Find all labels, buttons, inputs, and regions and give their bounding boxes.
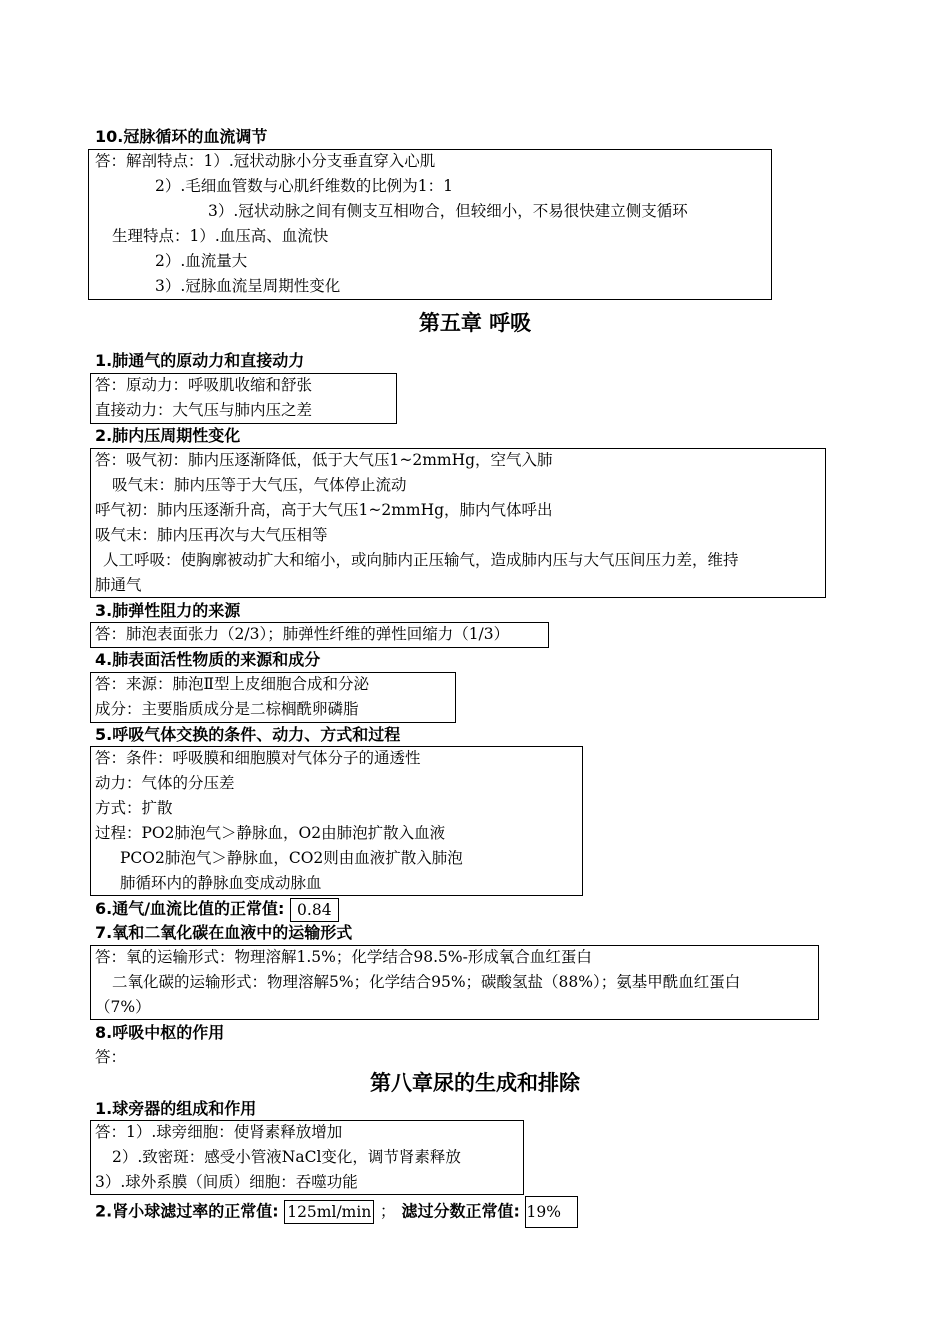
question-heading: 7.氧和二氧化碳在血液中的运输形式 [95, 923, 353, 942]
answer-line: 过程：PO2肺泡气＞静脉血，O2由肺泡扩散入血液 [95, 824, 446, 842]
answer-line: 成分：主要脂质成分是二棕榈酰卵磷脂 [95, 700, 359, 718]
answer-line: 吸气末：肺内压等于大气压，气体停止流动 [112, 476, 407, 494]
answer-line: 答：1）.球旁细胞：使肾素释放增加 [95, 1123, 343, 1141]
answer-line: 答：解剖特点：1）.冠状动脉小分支垂直穿入心肌 [95, 152, 436, 170]
question-heading: 8.呼吸中枢的作用 [95, 1023, 225, 1042]
answer-line: 答：原动力：呼吸肌收缩和舒张 [95, 376, 313, 394]
answer-line: 吸气末：肺内压再次与大气压相等 [95, 526, 328, 544]
answer-value-box: 0.84 [290, 898, 339, 922]
question-heading-row [95, 1196, 578, 1228]
answer-line: （7%） [95, 998, 151, 1016]
answer-line: 2）.毛细血管数与心肌纤维数的比例为1：1 [155, 177, 454, 195]
answer-line: 生理特点：1）.血压高、血流快 [112, 227, 329, 245]
question-heading-row [95, 896, 339, 922]
question-heading: 1.球旁器的组成和作用 [95, 1099, 257, 1118]
answer-line: 3）.冠脉血流呈周期性变化 [155, 277, 341, 295]
answer-line: 3）.球外系膜（间质）细胞：吞噬功能 [95, 1173, 358, 1191]
answer-line: 答： [95, 1048, 127, 1066]
question-heading: 滤过分数正常值: [401, 1201, 520, 1221]
answer-line: 人工呼吸：使胸廓被动扩大和缩小，或向肺内正压输气，造成肺内压与大气压间压力差，维持 [103, 551, 739, 569]
answer-value-box: 125ml/min [284, 1200, 374, 1224]
answer-line: 直接动力：大气压与肺内压之差 [95, 401, 313, 419]
section-heading: 10.冠脉循环的血流调节 [95, 127, 268, 146]
question-heading: 4.肺表面活性物质的来源和成分 [95, 650, 321, 669]
answer-line: 肺循环内的静脉血变成动脉血 [120, 874, 322, 892]
answer-line: 3）.冠状动脉之间有侧支互相吻合，但较细小，不易很快建立侧支循环 [208, 202, 688, 220]
answer-line: 2）.血流量大 [155, 252, 248, 270]
chapter-title: 第八章尿的生成和排除 [370, 1071, 580, 1095]
separator: ； [379, 1201, 396, 1221]
answer-line: 呼气初：肺内压逐渐升高，高于大气压1~2mmHg，肺内气体呼出 [95, 501, 553, 519]
question-heading: 6.通气/血流比值的正常值: [95, 899, 285, 918]
answer-line: 肺通气 [95, 576, 142, 594]
answer-line: 答：氧的运输形式：物理溶解1.5%；化学结合98.5%-形成氧合血红蛋白 [95, 948, 592, 966]
answer-line: 答：肺泡表面张力（2/3）；肺弹性纤维的弹性回缩力（1/3） [95, 625, 510, 643]
question-heading: 5.呼吸气体交换的条件、动力、方式和过程 [95, 725, 401, 744]
question-heading: 2.肾小球滤过率的正常值: [95, 1201, 279, 1221]
answer-value-box: 19% [525, 1196, 577, 1228]
answer-line: 答：吸气初：肺内压逐渐降低，低于大气压1~2mmHg，空气入肺 [95, 451, 553, 469]
answer-line: 方式：扩散 [95, 799, 173, 817]
answer-line: 答：条件：呼吸膜和细胞膜对气体分子的通透性 [95, 749, 421, 767]
question-heading: 3.肺弹性阻力的来源 [95, 601, 241, 620]
answer-line: 答：来源：肺泡Ⅱ型上皮细胞合成和分泌 [95, 675, 370, 693]
answer-line: 2）.致密斑：感受小管液NaCl变化，调节肾素释放 [112, 1148, 461, 1166]
question-heading: 1.肺通气的原动力和直接动力 [95, 351, 305, 370]
answer-line: 二氧化碳的运输形式：物理溶解5%；化学结合95%；碳酸氢盐（88%）；氨基甲酰血红蛋白 [112, 973, 741, 991]
answer-line: PCO2肺泡气＞静脉血，CO2则由血液扩散入肺泡 [120, 849, 463, 867]
chapter-title: 第五章 呼吸 [418, 311, 532, 335]
question-heading: 2.肺内压周期性变化 [95, 426, 241, 445]
answer-line: 动力：气体的分压差 [95, 774, 235, 792]
